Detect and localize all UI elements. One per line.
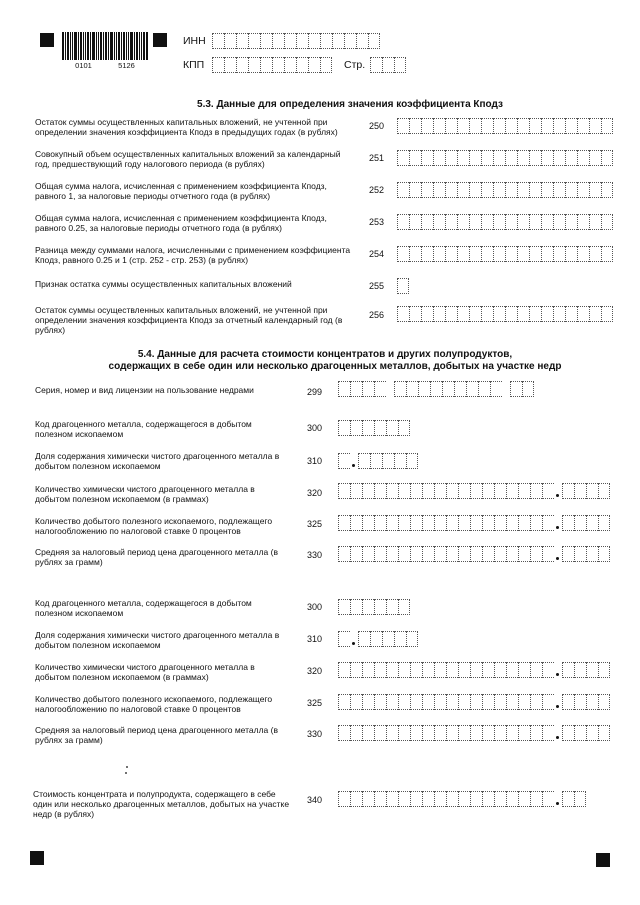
block2-row-300-code: 300 [307, 602, 323, 612]
block1-row-320-cells[interactable] [338, 483, 610, 499]
block1-row-320-code: 320 [307, 488, 323, 498]
block1-row-300-label: Код драгоценного металла, содержащегося в добытом полезном ископаемом [35, 419, 252, 439]
section-54-title-line2: содержащих в себе один или несколько драгоценных металлов, добытых на участке недр [108, 361, 562, 372]
row-255-code: 255 [369, 281, 385, 291]
block2-row-310-label: Доля содержания химически чистого драгоценного металла в добытом полезном ископаемом [35, 630, 280, 650]
row-253-cells[interactable] [397, 214, 613, 230]
section-53-title: 5.3. Данные для определения значения коэффициента Кподз [197, 99, 503, 110]
license-cells[interactable] [338, 381, 534, 397]
corner-marker-bottom-right [596, 853, 610, 867]
row-252-cells[interactable] [397, 182, 613, 198]
block2-row-310-code: 310 [307, 634, 323, 644]
corner-marker-top-right [153, 33, 167, 47]
kpp-label: КПП [183, 59, 205, 71]
block1-row-325-cells[interactable] [338, 515, 610, 531]
barcode-number-left: 0101 [75, 61, 92, 70]
scan-speck [125, 772, 127, 774]
block1-row-310-label: Доля содержания химически чистого драгоценного металла в добытом полезном ископаемом [35, 451, 280, 471]
scan-speck [126, 766, 128, 768]
barcode-number-right: 5126 [118, 61, 135, 70]
block2-row-330-cells[interactable] [338, 725, 610, 741]
block2-row-325-label: Количество добытого полезного ископаемого, подлежащего налогообложению по налоговой ставке 0 процентов [35, 694, 273, 714]
license-code: 299 [307, 387, 323, 397]
block1-row-310-code: 310 [307, 456, 323, 466]
row-256-cells[interactable] [397, 306, 613, 322]
total-row-340-code: 340 [307, 795, 323, 805]
page-number-cells[interactable] [370, 57, 406, 73]
block1-row-325-label: Количество добытого полезного ископаемого, подлежащего налогообложению по налоговой ставке 0 процентов [35, 516, 273, 536]
row-253-code: 253 [369, 217, 385, 227]
row-254-cells[interactable] [397, 246, 613, 262]
row-255-label: Признак остатка суммы осуществленных капитальных вложений [35, 279, 292, 289]
row-255-cells[interactable] [397, 278, 409, 294]
block2-row-320-cells[interactable] [338, 662, 610, 678]
block1-row-300-code: 300 [307, 423, 323, 433]
block1-row-330-label: Средняя за налоговый период цена драгоценного металла (в рублях за грамм) [35, 547, 278, 567]
block1-row-320-label: Количество химически чистого драгоценного металла в добытом полезном ископаемом (в граммах) [35, 484, 255, 504]
row-250-label: Остаток суммы осуществленных капитальных вложений, не учтенной при определении значения коэффициента Кподз в предыдущих годах (в рублях) [35, 117, 338, 137]
block2-row-320-label: Количество химически чистого драгоценного металла в добытом полезном ископаемом (в граммах) [35, 662, 255, 682]
block1-row-330-cells[interactable] [338, 546, 610, 562]
row-254-code: 254 [369, 249, 385, 259]
page-label: Стр. [344, 59, 366, 71]
total-row-340-cells[interactable] [338, 791, 586, 807]
section-54-title-line1: 5.4. Данные для расчета стоимости концентратов и других полупродуктов, [137, 349, 513, 360]
block2-row-310-cells[interactable] [338, 631, 418, 647]
license-label: Серия, номер и вид лицензии на пользование недрами [35, 385, 254, 395]
row-252-code: 252 [369, 185, 385, 195]
barcode-numbers [62, 61, 148, 70]
block2-row-300-label: Код драгоценного металла, содержащегося в добытом полезном ископаемом [35, 598, 252, 618]
barcode-image [62, 32, 148, 60]
row-254-label: Разница между суммами налога, исчисленными с применением коэффициента Кподз, равного 0.25 и 1 (стр. 252 - стр. 253) (в рублях) [35, 245, 351, 265]
block2-row-325-code: 325 [307, 698, 323, 708]
kpp-cells[interactable] [212, 57, 332, 73]
corner-marker-bottom-left [30, 851, 44, 865]
row-251-code: 251 [369, 153, 385, 163]
row-253-label: Общая сумма налога, исчисленная с применением коэффициента Кподз, равного 0.25, за налоговые периоды отчетного года (в рублях) [35, 213, 327, 233]
inn-cells[interactable] [212, 33, 380, 49]
block1-row-300-cells[interactable] [338, 420, 410, 436]
row-251-cells[interactable] [397, 150, 613, 166]
row-252-label: Общая сумма налога, исчисленная с применением коэффициента Кподз, равного 1, за налоговые периоды отчетного года (в рублях) [35, 181, 327, 201]
block1-row-310-cells[interactable] [338, 453, 418, 469]
block1-row-325-code: 325 [307, 519, 323, 529]
block2-row-330-code: 330 [307, 729, 323, 739]
row-256-code: 256 [369, 310, 385, 320]
block1-row-330-code: 330 [307, 550, 323, 560]
corner-marker-top-left [40, 33, 54, 47]
block2-row-325-cells[interactable] [338, 694, 610, 710]
block2-row-330-label: Средняя за налоговый период цена драгоценного металла (в рублях за грамм) [35, 725, 278, 745]
row-251-label: Совокупный объем осуществленных капитальных вложений за календарный год, предшествующий году налогового периода (в рублях) [35, 149, 341, 169]
block2-row-320-code: 320 [307, 666, 323, 676]
row-256-label: Остаток суммы осуществленных капитальных вложений, не учтенной при определении значения коэффициента Кподз за отчетный календарный год (в рублях) [35, 305, 343, 335]
total-row-340-label: Стоимость концентрата и полупродукта, содержащего в себе один или несколько драгоценных металлов, добытых на участке недр (в рублях) [33, 789, 290, 819]
row-250-cells[interactable] [397, 118, 613, 134]
row-250-code: 250 [369, 121, 385, 131]
block2-row-300-cells[interactable] [338, 599, 410, 615]
inn-label: ИНН [183, 35, 206, 47]
